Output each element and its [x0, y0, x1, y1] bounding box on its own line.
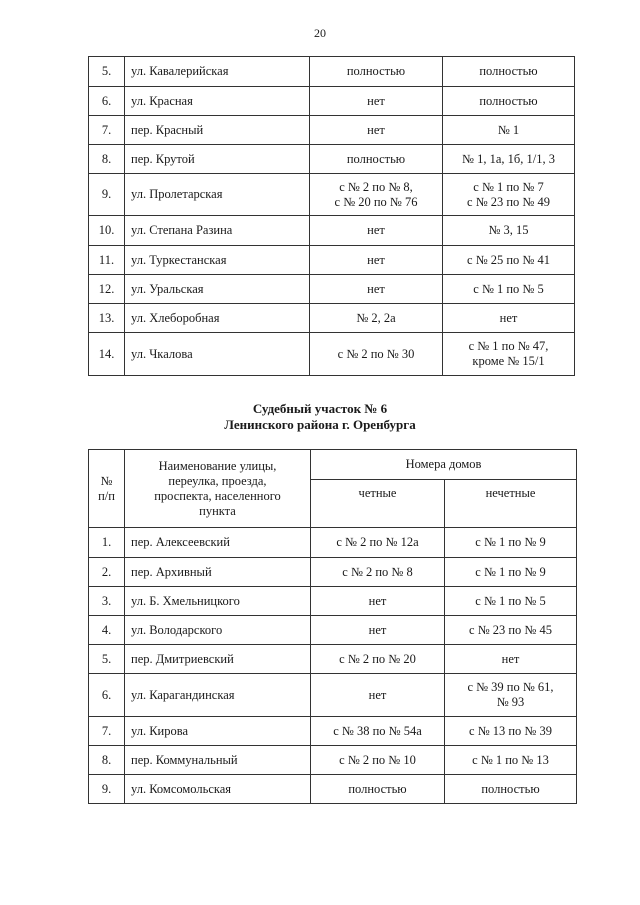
row-number: 11. [89, 246, 125, 275]
row-number: 6. [89, 674, 125, 717]
even-houses-line: нет [367, 281, 385, 296]
street-name: ул. Володарского [125, 616, 311, 645]
row-number: 6. [89, 87, 125, 116]
odd-houses [443, 145, 575, 174]
table-row [89, 558, 577, 587]
odd-houses-line: № 3, 15 [488, 223, 529, 237]
odd-houses-line: полностью [481, 781, 540, 796]
odd-houses [443, 246, 575, 275]
odd-houses [443, 304, 575, 333]
street-name: ул. Комсомольская [125, 775, 311, 804]
odd-houses [445, 558, 577, 587]
odd-houses-line: с № 1 по № 9 [475, 535, 546, 549]
table-row [89, 87, 575, 116]
odd-houses-line: № 1 [497, 122, 520, 137]
even-houses [310, 174, 443, 216]
odd-houses-line: № 1, 1а, 1б, 1/1, 3 [462, 151, 555, 166]
table-row [89, 717, 577, 746]
even-houses-line: с № 2 по № 8, [339, 179, 413, 194]
header-street-line: Наименование улицы, [158, 458, 277, 473]
table-row [89, 775, 577, 804]
continued-address-table [88, 56, 575, 376]
table-row [89, 587, 577, 616]
odd-houses-line: с № 25 по № 41 [467, 252, 550, 267]
odd-houses-line: с № 1 по № 13 [472, 752, 549, 767]
even-houses-line: полностью [346, 64, 406, 78]
odd-houses [443, 275, 575, 304]
odd-houses-line: с № 39 по № 61, [467, 680, 554, 694]
table-row [89, 674, 577, 717]
street-name: ул. Уральская [125, 275, 310, 304]
even-houses [311, 558, 445, 587]
even-houses [311, 717, 445, 746]
even-houses [310, 116, 443, 145]
even-houses [311, 746, 445, 775]
odd-houses-line: с № 1 по № 7 [473, 179, 544, 194]
street-name: ул. Кирова [125, 717, 311, 746]
table-row [89, 145, 575, 174]
street-name: пер. Коммунальный [125, 746, 311, 775]
street-name: ул. Туркестанская [125, 246, 310, 275]
header-num-line: № [100, 473, 113, 488]
street-name: пер. Крутой [125, 145, 310, 174]
odd-houses [445, 587, 577, 616]
even-houses [310, 304, 443, 333]
table-row [89, 616, 577, 645]
table-row [89, 528, 577, 558]
street-name: ул. Чкалова [125, 333, 310, 376]
even-houses [310, 246, 443, 275]
row-number: 1. [89, 528, 125, 558]
row-number: 5. [89, 645, 125, 674]
header-houses: Номера домов [311, 450, 577, 480]
street-name: ул. Кавалерийская [125, 57, 310, 87]
even-houses [310, 275, 443, 304]
header-odd: нечетные [445, 480, 577, 528]
row-number: 13. [89, 304, 125, 333]
header-street-line: пункта [199, 503, 236, 518]
odd-houses [445, 528, 577, 558]
odd-houses [445, 616, 577, 645]
row-number: 10. [89, 216, 125, 246]
header-street [125, 450, 311, 528]
odd-houses-line: кроме № 15/1 [472, 354, 545, 368]
even-houses [311, 528, 445, 558]
odd-houses [443, 57, 575, 87]
even-houses [310, 57, 443, 87]
even-houses [310, 87, 443, 116]
row-number: 9. [89, 174, 125, 216]
row-number: 4. [89, 616, 125, 645]
street-name: пер. Архивный [125, 558, 311, 587]
even-houses-line: полностью [346, 151, 406, 166]
even-houses [311, 674, 445, 717]
street-name: пер. Алексеевский [125, 528, 311, 558]
header-street-line: проспекта, населенного [154, 488, 281, 503]
odd-houses [443, 216, 575, 246]
even-houses-line: № 2, 2а [356, 310, 396, 325]
odd-houses [443, 87, 575, 116]
odd-houses-line: с № 13 по № 39 [469, 723, 552, 738]
even-houses [311, 775, 445, 804]
odd-houses-line: с № 1 по № 9 [475, 564, 546, 579]
odd-houses [443, 116, 575, 145]
even-houses-line: нет [368, 622, 387, 637]
street-name: пер. Красный [125, 116, 310, 145]
street-name: ул. Б. Хмельницкого [125, 587, 311, 616]
even-houses-line: с № 20 по № 76 [334, 194, 418, 209]
even-houses-line: с № 38 по № 54а [333, 723, 422, 738]
odd-houses-line: нет [501, 651, 520, 666]
row-number: 12. [89, 275, 125, 304]
even-houses-line: нет [367, 93, 385, 108]
odd-houses [445, 717, 577, 746]
odd-houses-line: с № 1 по № 47, [468, 339, 549, 353]
row-number: 7. [89, 116, 125, 145]
odd-houses-line: с № 23 по № 49 [467, 194, 550, 209]
row-number: 7. [89, 717, 125, 746]
street-name: ул. Пролетарская [125, 174, 310, 216]
table-row [89, 645, 577, 674]
odd-houses [445, 674, 577, 717]
even-houses [310, 216, 443, 246]
table-row [89, 174, 575, 216]
odd-houses [445, 775, 577, 804]
table-row [89, 216, 575, 246]
street-name: ул. Красная [125, 87, 310, 116]
odd-houses-line: нет [499, 310, 518, 325]
odd-houses [445, 746, 577, 775]
even-houses-line: нет [367, 252, 385, 267]
district-6-address-table [88, 449, 577, 804]
section-heading [0, 401, 640, 433]
odd-houses-line: с № 1 по № 5 [473, 281, 544, 296]
table-row [89, 333, 575, 376]
even-houses [311, 616, 445, 645]
page-number: 20 [314, 26, 326, 40]
even-houses [310, 333, 443, 376]
odd-houses-line: полностью [479, 93, 538, 108]
even-houses [311, 645, 445, 674]
street-name: ул. Степана Разина [125, 216, 310, 246]
even-houses-line: с № 2 по № 20 [339, 651, 416, 666]
odd-houses-line: с № 1 по № 5 [475, 593, 546, 608]
row-number: 14. [89, 333, 125, 376]
table-row [89, 116, 575, 145]
header-street-line: переулка, проезда, [168, 473, 267, 488]
street-name: ул. Карагандинская [125, 674, 311, 717]
section-heading-line1: Судебный участок № 6 [252, 401, 388, 416]
table-row [89, 275, 575, 304]
table-row [89, 304, 575, 333]
even-houses-line: нет [368, 687, 387, 702]
odd-houses-line: с № 23 по № 45 [469, 622, 552, 637]
row-number: 3. [89, 587, 125, 616]
table-row [89, 57, 575, 87]
odd-houses [445, 645, 577, 674]
section-heading-line2: Ленинского района г. Оренбурга [224, 417, 416, 432]
odd-houses-line: № 93 [496, 695, 525, 709]
even-houses-line: нет [367, 122, 385, 137]
even-houses [311, 587, 445, 616]
odd-houses [443, 174, 575, 216]
even-houses-line: нет [367, 223, 385, 237]
table-row [89, 246, 575, 275]
street-name: пер. Дмитриевский [125, 645, 311, 674]
even-houses [310, 145, 443, 174]
odd-houses-line: полностью [479, 64, 538, 78]
header-num-line: п/п [98, 488, 115, 503]
even-houses-line: полностью [348, 781, 407, 796]
header-even: четные [311, 480, 445, 528]
even-houses-line: с № 2 по № 10 [339, 752, 416, 767]
row-number: 8. [89, 746, 125, 775]
header-num [89, 450, 125, 528]
row-number: 5. [89, 57, 125, 87]
row-number: 2. [89, 558, 125, 587]
row-number: 8. [89, 145, 125, 174]
row-number: 9. [89, 775, 125, 804]
table-row [89, 746, 577, 775]
even-houses-line: с № 2 по № 8 [342, 564, 413, 579]
street-name: ул. Хлеборобная [125, 304, 310, 333]
even-houses-line: с № 2 по № 30 [337, 346, 415, 361]
odd-houses [443, 333, 575, 376]
even-houses-line: нет [368, 593, 387, 608]
even-houses-line: с № 2 по № 12а [336, 535, 419, 549]
